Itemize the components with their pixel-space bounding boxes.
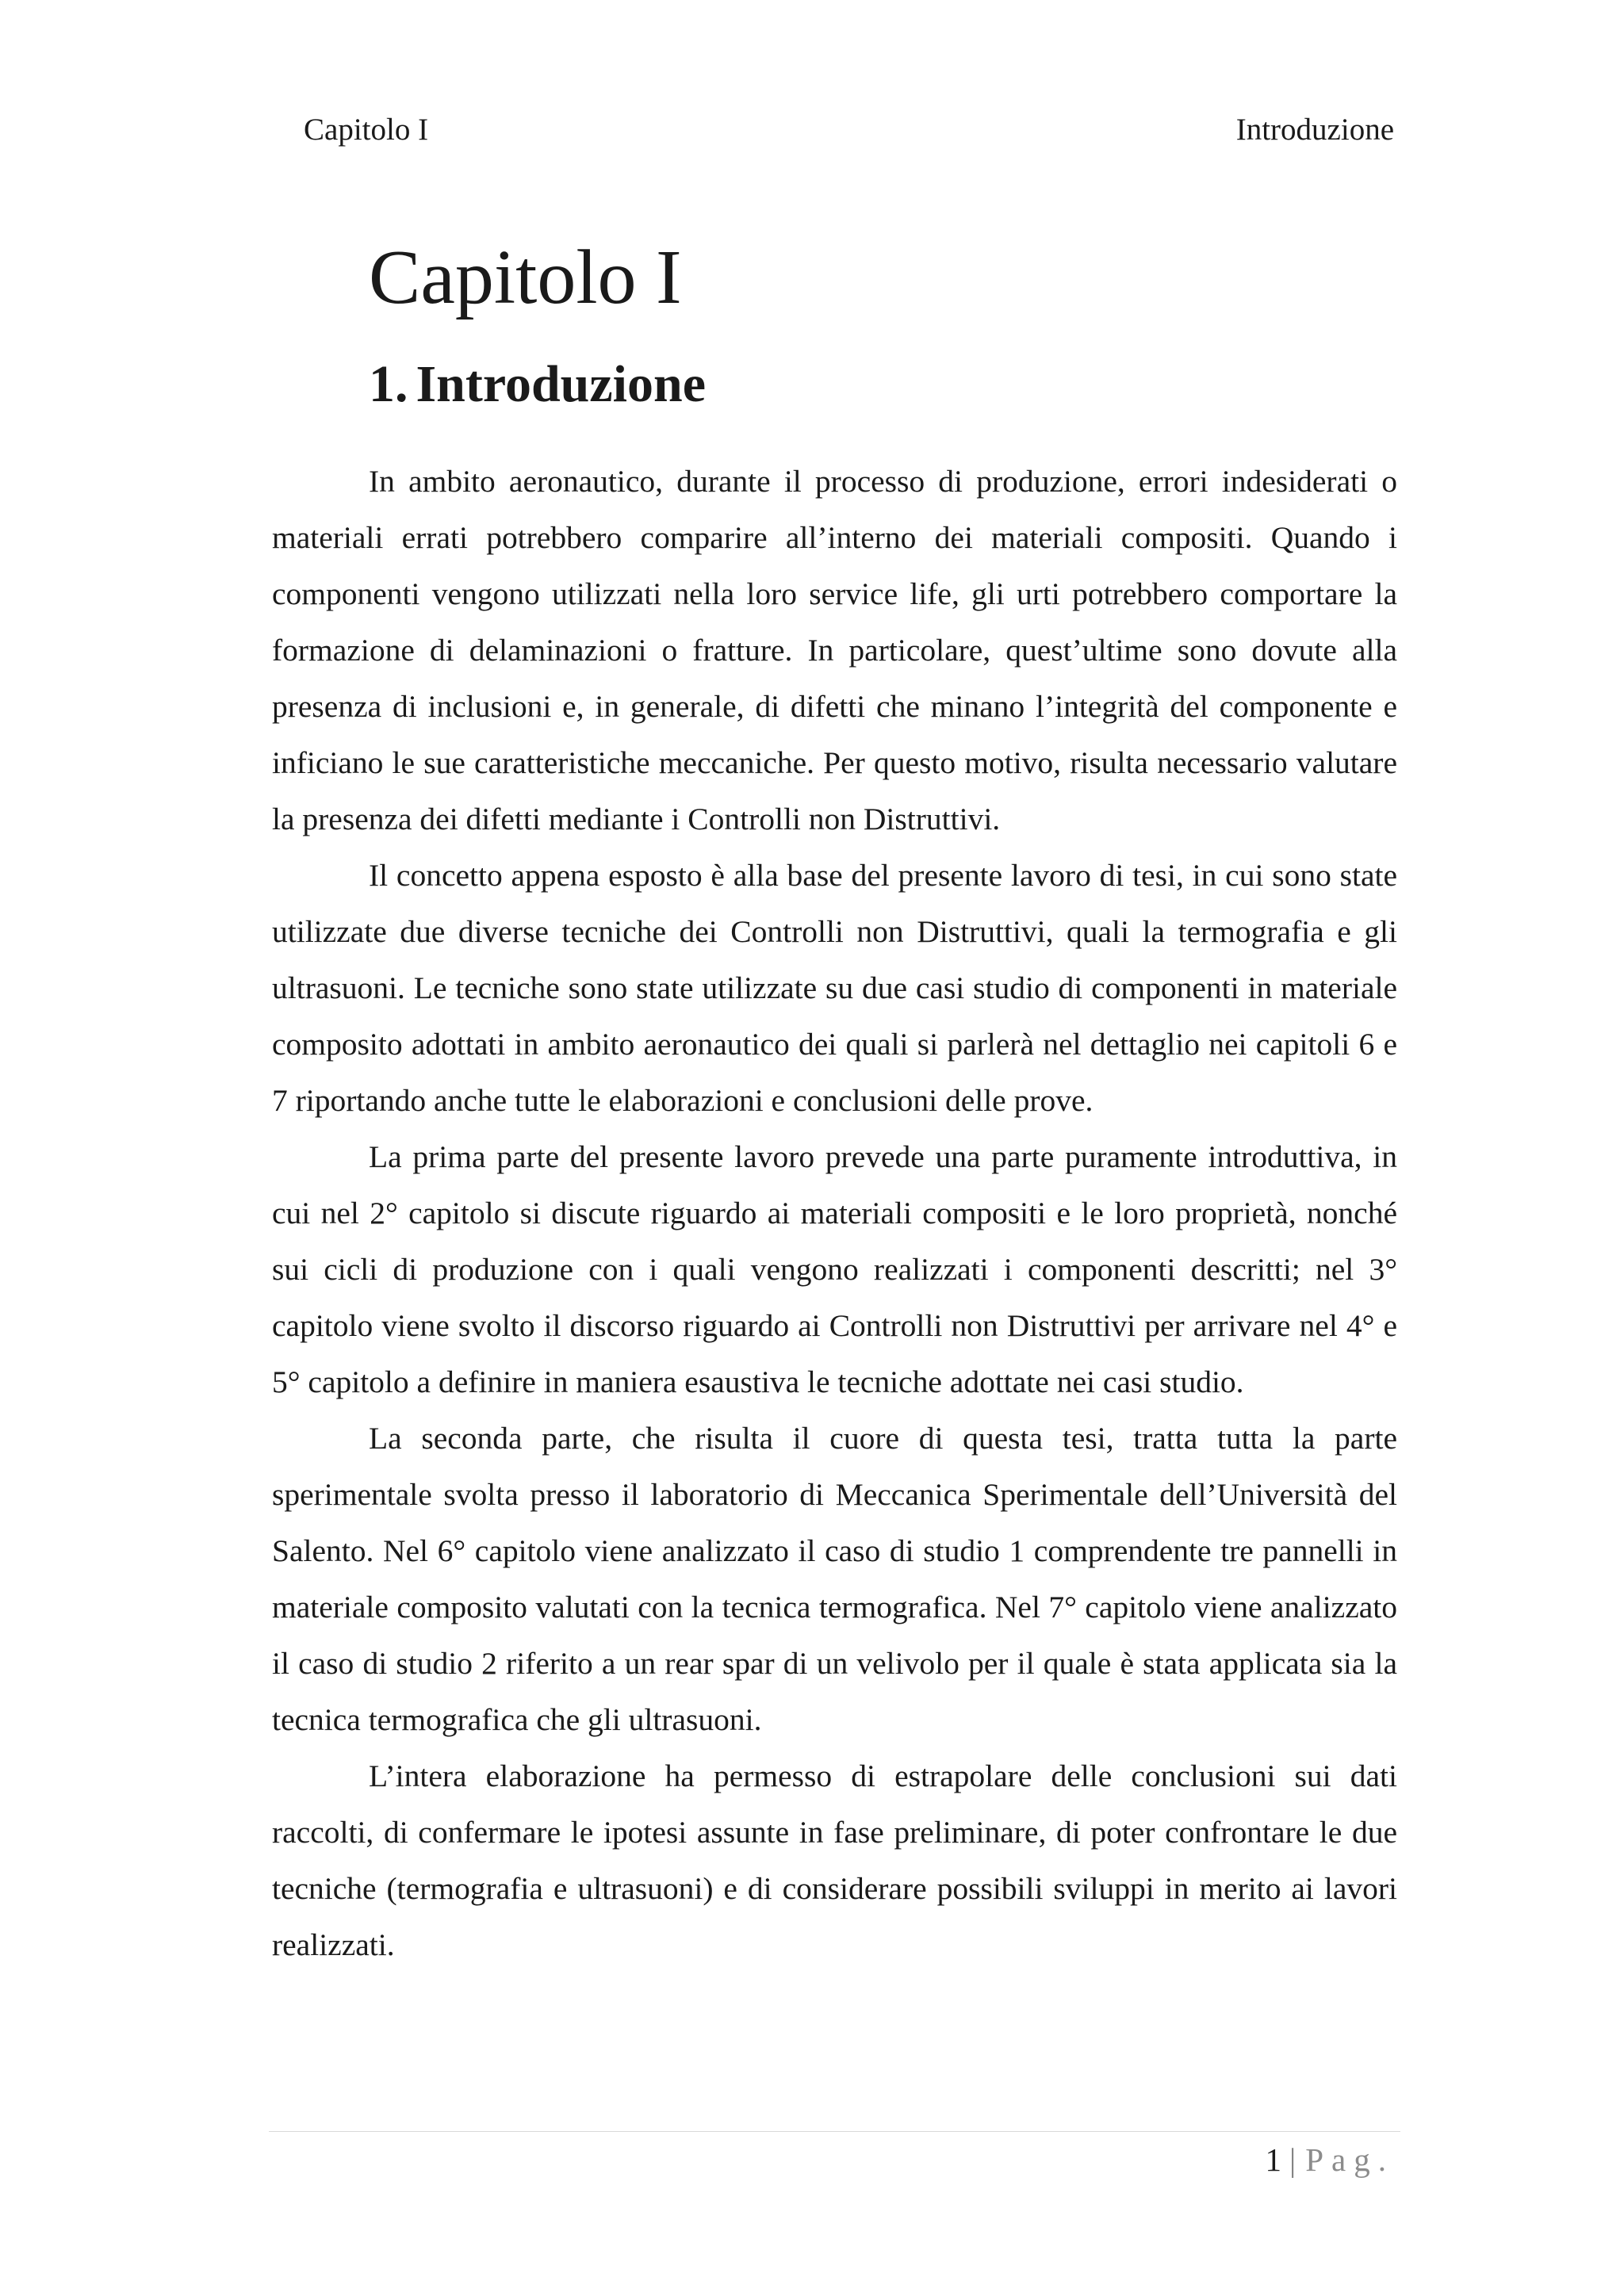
paragraph: In ambito aeronautico, durante il processo di produzione, errori indesiderati o materiali errati potrebbero comparire all’interno dei materiali compositi. Quando i componenti vengono utilizzati nella loro service life, gli urti potrebbero comportare la formazione di delaminazioni o fratture. In particolare, quest’ultime sono dovute alla presenza di inclusioni e, in generale, di difetti che minano l’integrità del componente e inficiano le sue caratteristiche meccaniche. Per questo motivo, risulta necessario valutare la presenza dei difetti mediante i Controlli non Distruttivi. — [272, 464, 1397, 836]
page-label: Pag. — [1305, 2141, 1394, 2178]
section-title: Introduzione — [416, 355, 707, 413]
section-heading — [369, 349, 706, 420]
paragraph: L’intera elaborazione ha permesso di estrapolare delle conclusioni sui dati raccolti, di confermare le ipotesi assunte in fase preliminare, di poter confrontare le due tecniche (termografia e ultrasuoni) e di considerare possibili sviluppi in merito ai lavori realizzati. — [272, 1758, 1397, 1962]
paragraph: La seconda parte, che risulta il cuore di questa tesi, tratta tutta la parte sperimentale svolta presso il laboratorio di Meccanica Sperimentale dell’Università del Salento. Nel 6° capitolo viene analizzato il caso di studio 1 comprendente tre pannelli in materiale composito valutati con la tecnica termografica. Nel 7° capitolo viene analizzato il caso di studio 2 riferito a un rear spar di un velivolo per il quale è stata applicata sia la tecnica termografica che gli ultrasuoni. — [272, 1421, 1397, 1737]
page-separator: | — [1289, 2141, 1297, 2178]
section-number: 1. — [369, 355, 408, 413]
body-text — [272, 453, 1397, 1973]
footer-divider — [269, 2131, 1400, 2132]
paragraph: La prima parte del presente lavoro prevede una parte puramente introduttiva, in cui nel 2° capitolo si discute riguardo ai materiali compositi e le loro proprietà, nonché sui cicli di produzione con i quali vengono realizzati i componenti descritti; nel 3° capitolo viene svolto il discorso riguardo ai Controlli non Distruttivi per arrivare nel 4° e 5° capitolo a definire in maniera esaustiva le tecniche adottate nei casi studio. — [272, 1139, 1397, 1399]
header-section: Introduzione — [1235, 113, 1394, 147]
page-footer — [1266, 2139, 1394, 2180]
chapter-title: Capitolo I — [369, 235, 682, 320]
paragraph: Il concetto appena esposto è alla base del presente lavoro di tesi, in cui sono state utilizzate due diverse tecniche dei Controlli non Distruttivi, quali la termografia e gli ultrasuoni. Le tecniche sono state utilizzate su due casi studio di componenti in materiale composito adottati in ambito aeronautico dei quali si parlerà nel dettaglio nei capitoli 6 e 7 riportando anche tutte le elaborazioni e conclusioni delle prove. — [272, 858, 1397, 1118]
running-header — [304, 109, 1394, 151]
header-chapter: Capitolo I — [304, 113, 429, 147]
page-number: 1 — [1265, 2141, 1282, 2178]
